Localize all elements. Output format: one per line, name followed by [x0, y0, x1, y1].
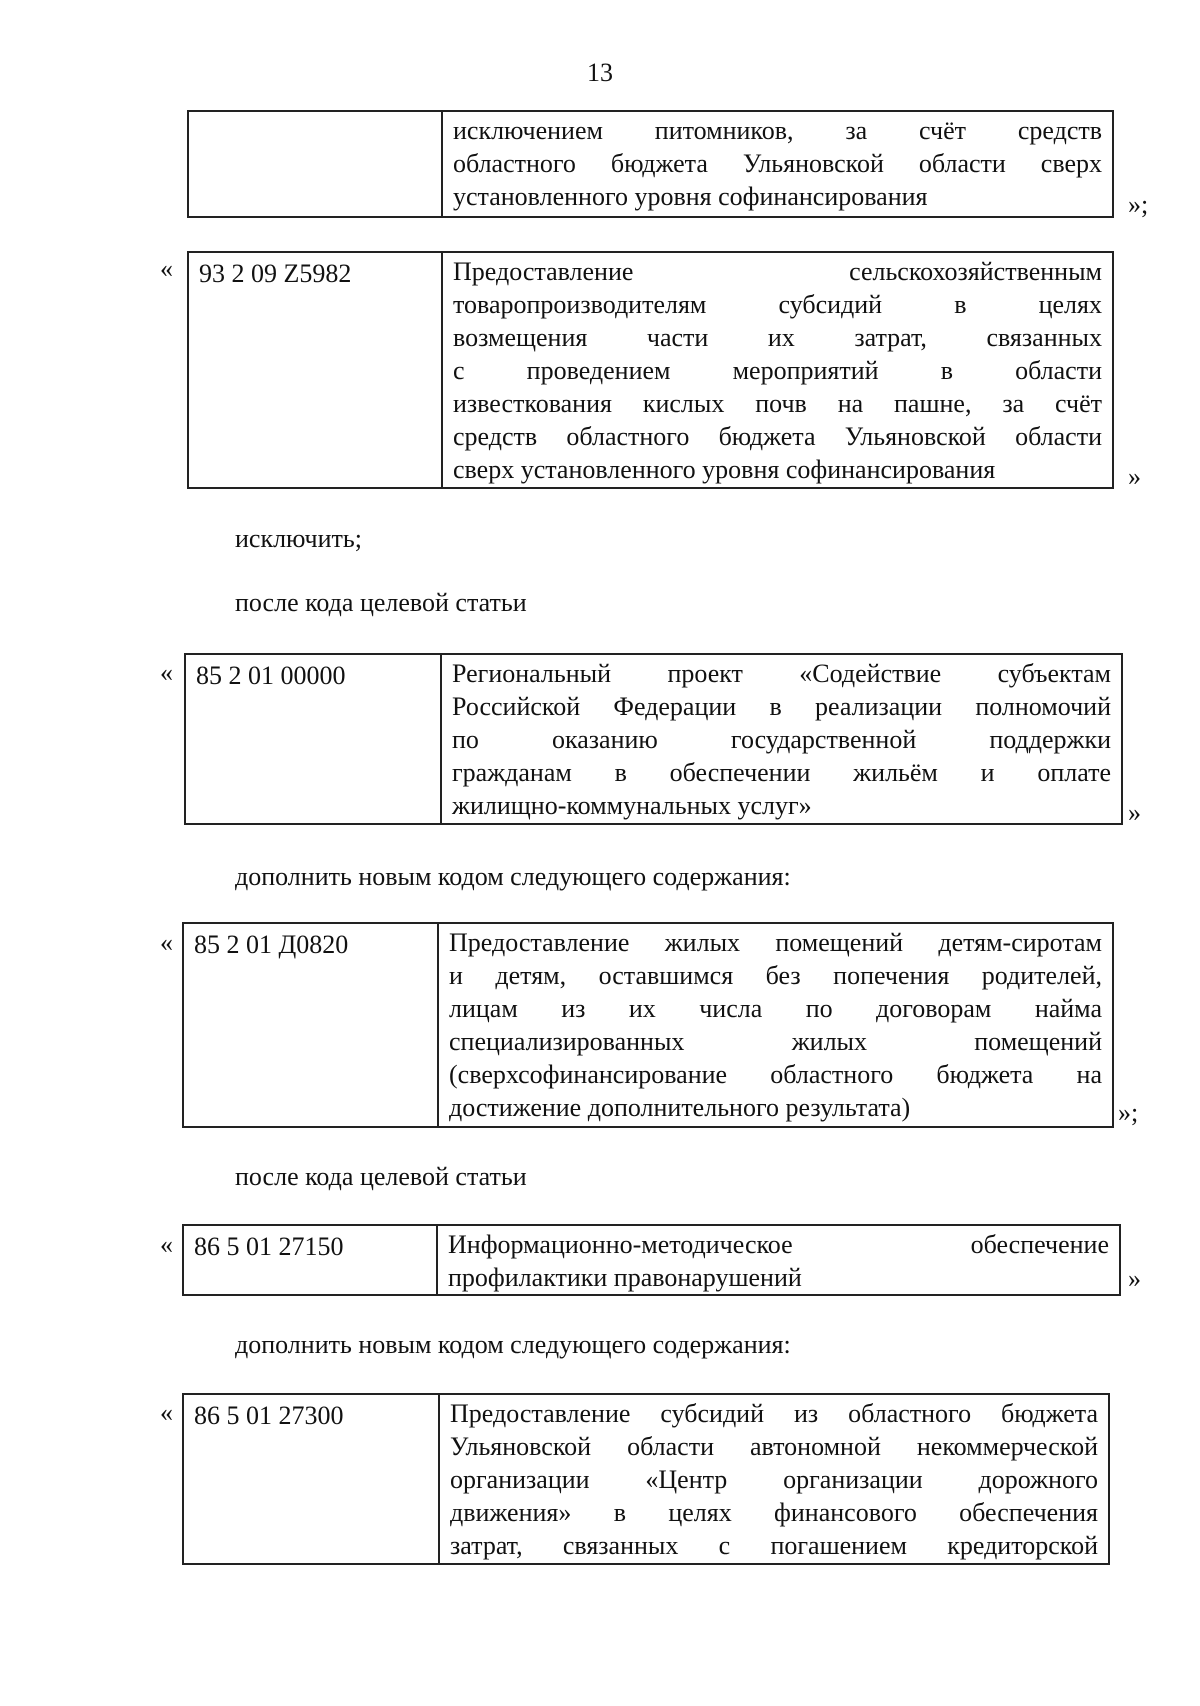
description-line: достижение дополнительного результата) [449, 1093, 911, 1122]
code-cell: 85 2 01 Д0820 [182, 922, 439, 1128]
opening-quote: « [160, 254, 173, 283]
instruction-after-code: после кода целевой статьи [235, 1162, 527, 1191]
description-line: установленного уровня софинансирования [453, 182, 928, 211]
description-line: известкования кислых почв на пашне, за счёт [453, 389, 1102, 418]
code-cell [187, 110, 443, 218]
description-line: Предоставление сельскохозяйственным [453, 257, 1102, 286]
description-line: возмещения части их затрат, связанных [453, 323, 1102, 352]
description-cell [437, 922, 1114, 1128]
description-line: Региональный проект «Содействие субъектам [452, 659, 1111, 688]
description-line: Ульяновской области автономной некоммерческой [450, 1432, 1098, 1461]
opening-quote: « [160, 1398, 173, 1427]
closing-quote: » [1128, 1264, 1141, 1293]
description-line: Предоставление субсидий из областного бюджета [450, 1399, 1098, 1428]
instruction-add-code: дополнить новым кодом следующего содержания: [235, 1330, 791, 1359]
description-line: профилактики правонарушений [448, 1263, 802, 1292]
code-cell: 93 2 09 Z5982 [187, 251, 443, 489]
description-cell [438, 1393, 1110, 1565]
code-cell: 86 5 01 27150 [182, 1224, 438, 1296]
description-line: средств областного бюджета Ульяновской области [453, 422, 1102, 451]
description-line: гражданам в обеспечении жильём и оплате [452, 758, 1111, 787]
description-line: жилищно-коммунальных услуг» [452, 791, 812, 820]
description-line: Предоставление жилых помещений детям-сиротам [449, 928, 1102, 957]
description-cell [436, 1224, 1121, 1296]
description-line: по оказанию государственной поддержки [452, 725, 1111, 754]
opening-quote: « [160, 658, 173, 687]
code-table-85-2-01-D0820 [182, 922, 1114, 1128]
opening-quote: « [160, 1230, 173, 1259]
closing-quote: » [1128, 798, 1141, 827]
code-table-86-5-01-27300 [182, 1393, 1110, 1565]
description-line: специализированных жилых помещений [449, 1027, 1102, 1056]
description-line: сверх установленного уровня софинансирования [453, 455, 996, 484]
closing-quote: »; [1128, 190, 1149, 219]
description-line: Российской Федерации в реализации полномочий [452, 692, 1111, 721]
code-table-continuation [187, 110, 1114, 218]
code-cell: 86 5 01 27300 [182, 1393, 440, 1565]
description-line: исключением питомников, за счёт средств [453, 116, 1102, 145]
description-line: Информационно-методическое обеспечение [448, 1230, 1109, 1259]
code-table-85-2-01-00000 [184, 653, 1123, 825]
page-number: 13 [587, 58, 613, 87]
description-line: (сверхсофинансирование областного бюджета на [449, 1060, 1102, 1089]
description-line: с проведением мероприятий в области [453, 356, 1102, 385]
description-line: движения» в целях финансового обеспечения [450, 1498, 1098, 1527]
description-line: товаропроизводителям субсидий в целях [453, 290, 1102, 319]
code-cell: 85 2 01 00000 [184, 653, 442, 825]
description-line: организации «Центр организации дорожного [450, 1465, 1098, 1494]
code-table-86-5-01-27150 [182, 1224, 1121, 1296]
description-cell [441, 110, 1114, 218]
description-line: областного бюджета Ульяновской области сверх [453, 149, 1102, 178]
description-line: затрат, связанных с погашением кредиторской [450, 1531, 1098, 1560]
description-line: и детям, оставшимся без попечения родителей, [449, 961, 1102, 990]
closing-quote: » [1128, 462, 1141, 491]
description-line: лицам из их числа по договорам найма [449, 994, 1102, 1023]
opening-quote: « [160, 928, 173, 957]
description-cell [441, 251, 1114, 489]
instruction-exclude: исключить; [235, 524, 362, 553]
instruction-add-code: дополнить новым кодом следующего содержания: [235, 862, 791, 891]
closing-quote: »; [1118, 1098, 1139, 1127]
code-table-93-2-09-Z5982 [187, 251, 1114, 489]
description-cell [440, 653, 1123, 825]
instruction-after-code: после кода целевой статьи [235, 588, 527, 617]
